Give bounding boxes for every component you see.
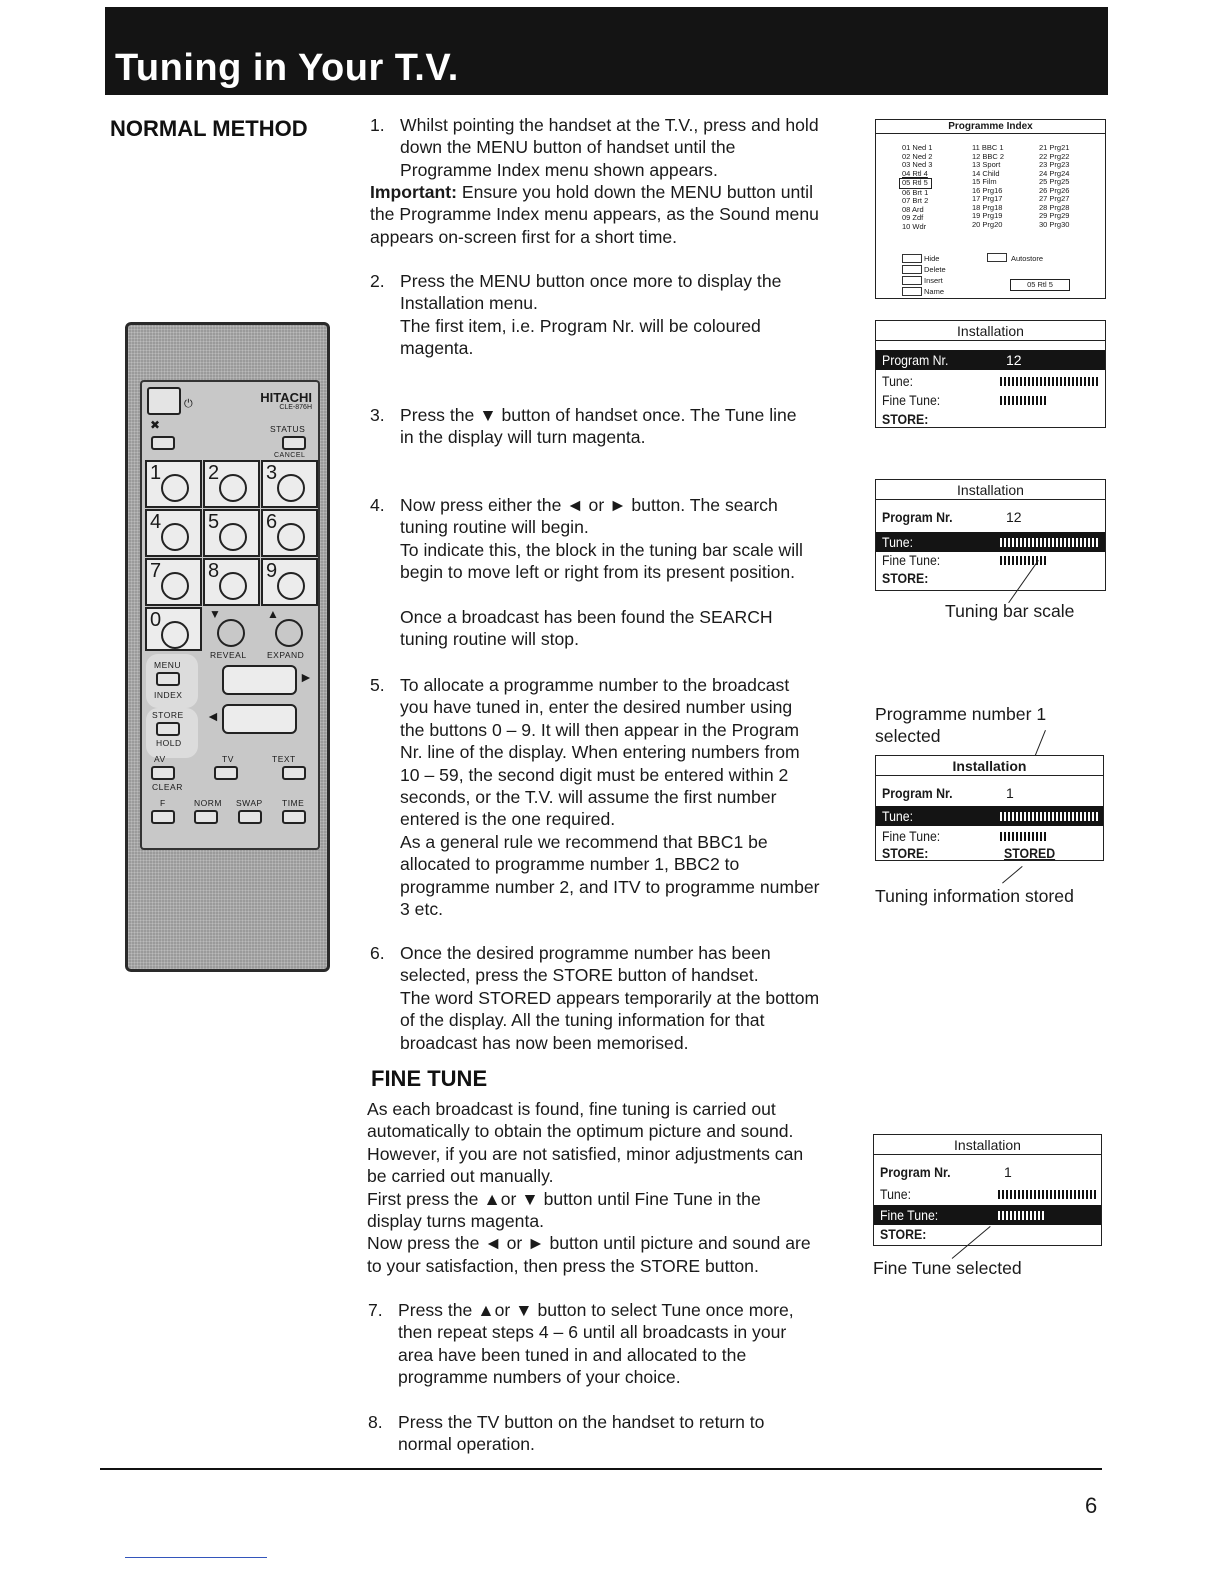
installation-screen-3 xyxy=(875,755,1104,861)
status-label: STATUS xyxy=(270,424,306,434)
store-row: STORE: xyxy=(882,570,929,586)
program-nr-row: Program Nr. 1 xyxy=(880,1164,1012,1180)
hold-label: HOLD xyxy=(156,738,182,748)
mute-icon: ✖ xyxy=(150,418,161,432)
program-nr-row: Program Nr. 1 xyxy=(882,785,1014,801)
programme-index-screen xyxy=(875,119,1106,299)
tv-button xyxy=(214,766,238,780)
remote-key-panel xyxy=(140,380,320,850)
hide-option-box xyxy=(902,254,922,263)
menu-label: MENU xyxy=(154,660,182,670)
index-label: INDEX xyxy=(154,690,183,700)
footer-link-line xyxy=(125,1557,267,1558)
programme-index-title: Programme Index xyxy=(876,120,1105,134)
tune-row: Tune: xyxy=(876,532,1105,552)
store-button xyxy=(156,722,180,736)
text-button xyxy=(282,766,306,780)
av-label: AV xyxy=(154,754,166,764)
programme-list-col1: 01 Ned 1 02 Ned 2 03 Ned 3 04 Rtl 4 05 Rtl 5 06 Brt 1 07 Brt 2 08 Ard 09 Zdf 10 Wdr xyxy=(902,144,932,231)
fine-tune-row: Fine Tune: xyxy=(876,550,1105,570)
tuning-info-stored-caption: Tuning information stored xyxy=(875,886,1074,906)
delete-option: Delete xyxy=(924,265,946,274)
cancel-label: CANCEL xyxy=(274,452,306,459)
av-button xyxy=(151,766,175,780)
fine-tune-selected-caption: Fine Tune selected xyxy=(873,1258,1022,1278)
fine-tune-heading: FINE TUNE xyxy=(371,1066,488,1091)
tune-row: Tune: xyxy=(876,371,1105,391)
up-key: ▲ xyxy=(261,607,318,651)
digit-key-5: 5 xyxy=(203,509,260,557)
digit-key-1: 1 xyxy=(145,460,202,508)
swap-label: SWAP xyxy=(236,798,263,808)
digit-key-3: 3 xyxy=(261,460,318,508)
digit-key-7: 7 xyxy=(145,558,202,606)
installation-title: Installation xyxy=(874,1135,1101,1155)
name-option-box xyxy=(902,287,922,296)
program-nr-row: Program Nr. 12 xyxy=(876,350,1105,370)
page-title: Tuning in Your T.V. xyxy=(115,47,459,89)
autostore-box xyxy=(987,253,1007,262)
right-arrow-icon: ► xyxy=(299,669,314,685)
installation-title: Installation xyxy=(876,480,1105,500)
installation-title: Installation xyxy=(876,321,1105,341)
mute-button xyxy=(151,436,175,450)
f-label: F xyxy=(160,798,166,808)
programme-list-col2: 11 BBC 1 12 BBC 2 13 Sport 14 Child 15 Film 16 Prg16 17 Prg17 18 Prg18 19 Prg19 20 Prg20 xyxy=(972,143,1005,229)
selected-programme-box: 05 Rtl 5 xyxy=(1010,279,1070,291)
program-nr-row: Program Nr. 12 xyxy=(882,509,1022,525)
left-arrow-key xyxy=(222,704,297,734)
normal-method-heading: NORMAL METHOD xyxy=(110,116,308,141)
digit-key-6: 6 xyxy=(261,509,318,557)
left-arrow-icon: ◄ xyxy=(206,708,221,724)
tune-row: Tune: xyxy=(874,1184,1101,1204)
remote-control-illustration xyxy=(125,322,330,972)
installation-screen-1 xyxy=(875,320,1106,428)
programme-list-col3: 21 Prg21 22 Prg22 23 Prg23 24 Prg24 25 Prg25 26 Prg26 27 Prg27 28 Prg28 29 Prg29 30 Prg30 xyxy=(1039,143,1070,229)
tuning-bar-scale-caption: Tuning bar scale xyxy=(945,601,1075,621)
step-2: 2. Press the MENU button once more to display the Installation menu. The first item, i.e. Program Nr. will be coloured magenta. xyxy=(370,271,782,359)
status-button xyxy=(282,436,306,450)
step-8: 8. Press the TV button on the handset to return to normal operation. xyxy=(368,1412,765,1455)
autostore-option: Autostore xyxy=(1011,254,1044,263)
right-arrow-key xyxy=(222,665,297,695)
time-button xyxy=(282,810,306,824)
swap-button xyxy=(238,810,262,824)
time-label: TIME xyxy=(282,798,305,808)
step-1: 1. Whilst pointing the handset at the T.V., press and hold down the MENU button of handset until the Programme Index menu shown appears. xyxy=(370,115,819,180)
programme-selected-caption: Programme number 1 selected xyxy=(875,704,1047,746)
delete-option-box xyxy=(902,265,922,274)
digit-key-8: 8 xyxy=(203,558,260,606)
name-option: Name xyxy=(924,287,945,296)
store-row: STORE: STORED xyxy=(882,845,1056,861)
insert-option: Insert xyxy=(924,276,943,285)
page-number: 6 xyxy=(1085,1493,1098,1518)
clear-label: CLEAR xyxy=(152,782,183,792)
step-5: 5. To allocate a programme number to the broadcast you have tuned in, enter the desired number using the buttons 0 – 9. It will then appear in the Program Nr. line of the display. When entering numbers from 10 – 59, the second digit must be entered within 2 seconds, or the T.V. will assume the first number entered is the one required. As a general rule we recommend that BBC1 be allocated to programme number 1, BBC2 to programme number 2, and ITV to programme number 3 etc. xyxy=(370,675,820,920)
stored-pointer xyxy=(1002,866,1023,883)
search-stop-note: Once a broadcast has been found the SEARCH tuning routine will stop. xyxy=(400,607,773,650)
digit-key-0: 0 xyxy=(145,607,202,651)
norm-button xyxy=(194,810,218,824)
remote-brand: HITACHI xyxy=(260,390,312,405)
store-row: STORE: xyxy=(882,411,929,427)
digit-key-9: 9 xyxy=(261,558,318,606)
remote-model: CLE-876H xyxy=(279,404,312,411)
installation-screen-2 xyxy=(875,479,1106,591)
stored-status: STORED xyxy=(1004,845,1056,861)
fine-tune-row: Fine Tune: xyxy=(876,390,1105,410)
digit-key-4: 4 xyxy=(145,509,202,557)
menu-button xyxy=(156,672,180,686)
step-7: 7. Press the ▲or ▼ button to select Tune once more, then repeat steps 4 – 6 until all broadcasts in your area have been tuned in and allocated to the programme numbers of your choice. xyxy=(368,1300,794,1388)
f-button xyxy=(151,810,175,824)
installation-title: Installation xyxy=(876,756,1103,776)
down-key: ▼ xyxy=(203,607,260,651)
text-label: TEXT xyxy=(272,754,296,764)
standby-icon: ⏻ xyxy=(184,398,194,410)
digit-key-2: 2 xyxy=(203,460,260,508)
hide-option: Hide xyxy=(924,254,940,263)
store-row: STORE: xyxy=(880,1226,927,1242)
important-note: Important: Ensure you hold down the MENU button until the Programme Index menu appears, as the Sound menu appears on-screen first for a short time. xyxy=(370,182,819,247)
insert-option-box xyxy=(902,276,922,285)
norm-label: NORM xyxy=(194,798,222,808)
fine-tune-text: As each broadcast is found, fine tuning is carried out automatically to obtain the optimum picture and sound. However, if you are not satisfied, minor adjustments can be carried out manually. First press the ▲or ▼ button until Fine Tune in the display turns magenta. Now press the ◄ or ► button until picture and sound are to your satisfaction, then press the STORE button. xyxy=(367,1099,811,1276)
tv-label: TV xyxy=(222,754,234,764)
step-4: 4. Now press either the ◄ or ► button. The search tuning routine will begin. To indicate this, the block in the tuning bar scale will begin to move left or right from its present position. xyxy=(370,495,803,583)
fine-tune-row: Fine Tune: xyxy=(876,826,1103,846)
step-3: 3. Press the ▼ button of handset once. The Tune line in the display will turn magenta. xyxy=(370,405,797,448)
power-button xyxy=(147,387,181,415)
fine-tune-row: Fine Tune: xyxy=(874,1205,1101,1225)
step-6: 6. Once the desired programme number has been selected, press the STORE button of handset. The word STORED appears temporarily at the bottom of the display. All the tuning information for that broadcast has now been memorised. xyxy=(370,943,820,1053)
reveal-label: REVEAL xyxy=(210,650,247,660)
tune-row: Tune: xyxy=(876,806,1103,826)
store-label: STORE xyxy=(152,710,184,720)
expand-label: EXPAND xyxy=(267,650,305,660)
footer-rule xyxy=(100,1468,1102,1470)
title-banner xyxy=(105,7,1108,95)
